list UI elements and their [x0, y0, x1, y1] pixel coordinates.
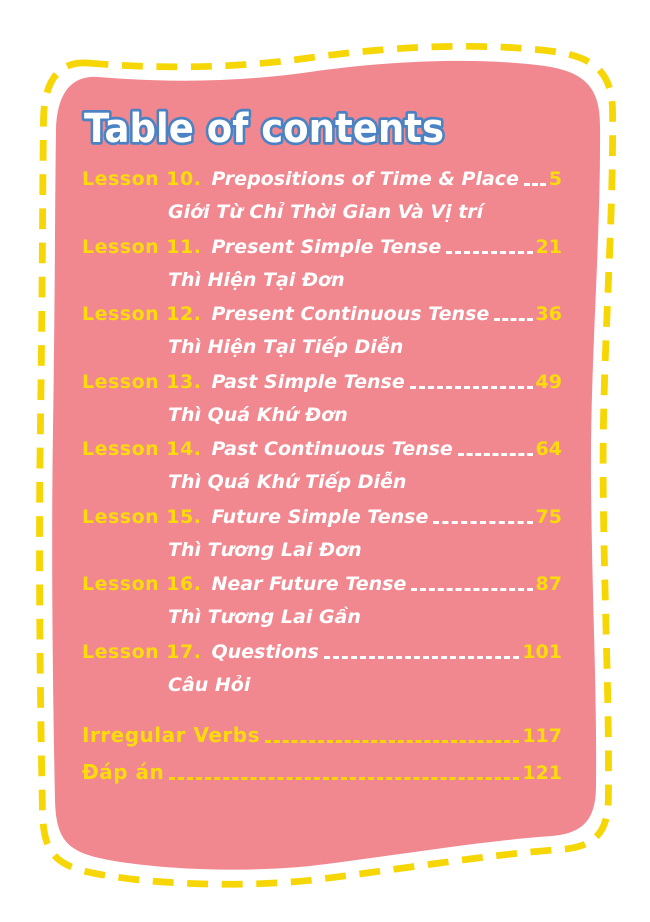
- page-number: 64: [535, 438, 562, 460]
- page-number: 5: [548, 168, 562, 190]
- dotted-leader: [446, 251, 532, 254]
- dotted-leader: [494, 318, 532, 321]
- lesson-label: Lesson 13.: [82, 370, 202, 393]
- page-number: 121: [522, 762, 562, 784]
- section-label: Đáp án: [82, 760, 165, 784]
- toc-entry: [82, 430, 562, 498]
- lesson-subtitle: Thì Hiện Tại Tiếp Diễn: [168, 336, 404, 358]
- toc-entry-irregular-verbs: [82, 712, 562, 749]
- dotted-leader: [433, 521, 532, 524]
- section-label: Irregular Verbs: [82, 723, 260, 747]
- page-number: 87: [535, 573, 562, 595]
- dotted-leader: [411, 588, 532, 591]
- page-number: 36: [535, 303, 562, 325]
- toc-entry-dap-an: [82, 749, 562, 786]
- lesson-subtitle: Thì Hiện Tại Đơn: [168, 268, 345, 291]
- lesson-label: Lesson 10.: [82, 168, 202, 190]
- toc-list: [82, 160, 562, 786]
- toc-entry: [82, 295, 562, 363]
- dotted-leader: [410, 386, 533, 389]
- toc-entry: [82, 633, 562, 701]
- toc-entry: [82, 160, 562, 228]
- lesson-title: Future Simple Tense: [211, 505, 429, 528]
- page-number: 117: [522, 725, 562, 747]
- lesson-label: Lesson 12.: [82, 303, 202, 325]
- lesson-label: Lesson 15.: [82, 505, 202, 528]
- lesson-subtitle: Thì Tương Lai Gần: [168, 606, 361, 628]
- dotted-leader: [324, 656, 520, 659]
- lesson-subtitle: Thì Quá Khứ Đơn: [168, 403, 348, 426]
- page-title: Table of contents: [84, 106, 444, 152]
- lesson-title: Near Future Tense: [211, 573, 407, 595]
- lesson-title: Past Simple Tense: [211, 370, 405, 393]
- lesson-subtitle: Câu Hỏi: [168, 673, 251, 696]
- lesson-title: Prepositions of Time & Place: [211, 168, 519, 190]
- lesson-title: Present Continuous Tense: [211, 303, 490, 325]
- lesson-title: Past Continuous Tense: [211, 438, 453, 460]
- lesson-label: Lesson 17.: [82, 640, 202, 663]
- lesson-subtitle: Thì Tương Lai Đơn: [168, 538, 362, 561]
- page-number: 21: [535, 235, 562, 258]
- toc-entry: [82, 565, 562, 633]
- lesson-subtitle: Thì Quá Khứ Tiếp Diễn: [168, 471, 407, 493]
- toc-entry: [82, 228, 562, 296]
- lesson-label: Lesson 16.: [82, 573, 202, 595]
- page-number: 101: [522, 640, 562, 663]
- dotted-leader: [458, 453, 533, 456]
- toc-footer: [82, 700, 562, 786]
- lesson-title: Present Simple Tense: [211, 235, 442, 258]
- lesson-title: Questions: [211, 640, 319, 663]
- page-number: 75: [535, 505, 562, 528]
- toc-entry: [82, 363, 562, 431]
- dotted-leader: [169, 777, 519, 780]
- lesson-subtitle: Giới Từ Chỉ Thời Gian Và Vị trí: [168, 201, 484, 223]
- dotted-leader: [265, 740, 519, 743]
- dotted-leader: [524, 183, 546, 186]
- page-number: 49: [535, 370, 562, 393]
- title-block: [80, 96, 520, 158]
- lesson-label: Lesson 14.: [82, 438, 202, 460]
- toc-entry: [82, 498, 562, 566]
- lesson-label: Lesson 11.: [82, 235, 202, 258]
